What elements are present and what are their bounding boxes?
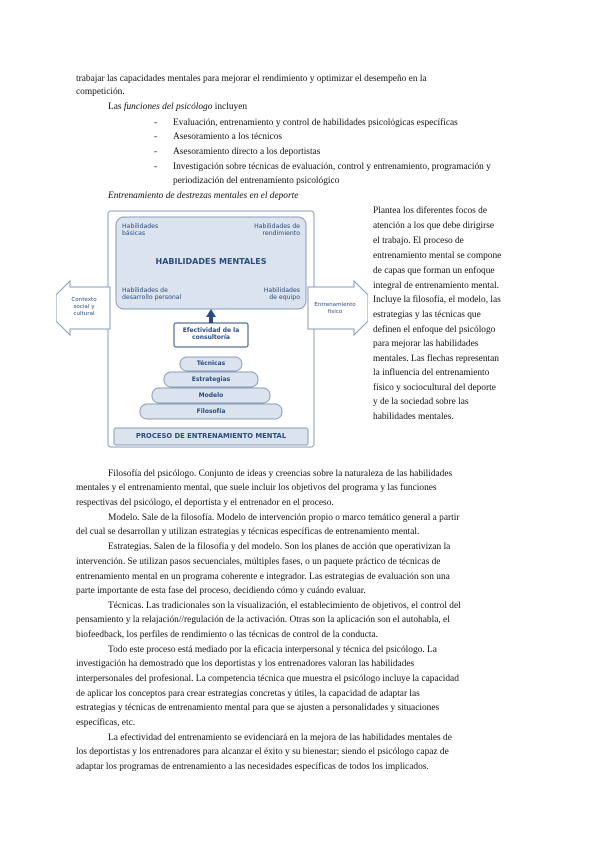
list-item: Evaluación, entrenamiento y control de habilidades psicológicas específicas	[173, 118, 458, 128]
body-line: biofeedback, los perfiles de rendimiento o las técnicas de control de la conducta.	[76, 630, 378, 640]
label-consulting-effectiveness: Efectividad de la consultoría	[182, 327, 240, 342]
intro-line-2: competición.	[76, 87, 125, 97]
mental-skills-diagram	[56, 203, 368, 455]
pyramid-level-philosophy: Filosofía	[196, 408, 226, 415]
body-line: Filosofía del psicólogo. Conjunto de ideas y creencias sobre la naturaleza de las habilidades	[108, 469, 453, 479]
body-line: adaptar los programas de entrenamiento a las necesidades específicas de todos los implicados.	[76, 762, 429, 772]
body-line: Todo este proceso está mediado por la eficacia interpersonal y técnica del psicólogo. La	[108, 645, 437, 655]
body-line: La efectividad del entrenamiento se evidenciará en la mejora de las habilidades mentales de	[108, 733, 452, 743]
pyramid-level-techniques: Técnicas	[196, 360, 226, 367]
pyramid-level-strategies: Estrategias	[191, 376, 231, 383]
functions-italic: funciones del psicólogo	[123, 102, 213, 112]
body-line: parte importante de esta fase del proceso, decidiendo cómo y cuándo evaluar.	[76, 586, 366, 596]
label-physical-training: Entrenamiento físico	[314, 302, 356, 315]
intro-line-1: trabajar las capacidades mentales para mejorar el rendimiento y optimizar el desempeño en la	[76, 74, 427, 84]
side-text-line: físico y sociocultural del deporte	[373, 383, 496, 393]
body-line: Estrategias. Salen de la filosofía y del modelo. Son los planes de acción que operativizan la	[108, 542, 451, 552]
process-bar-label: PROCESO DE ENTRENAMIENTO MENTAL	[135, 432, 287, 440]
side-text-line: atención a los que debe dirigirse	[373, 221, 495, 231]
label-team-skills: Habilidades de equipo	[263, 287, 300, 302]
side-text-line: habilidades mentales.	[373, 412, 454, 422]
body-line: pensamiento y la relajación//regulación de la activación. Otras son la aplicación son el autohabla, el	[76, 615, 450, 625]
label-performance-skills: Habilidades de rendimiento	[254, 223, 300, 238]
body-line: los deportistas y los entrenadores para alcanzar el éxito y su bienestar; siendo el psicólogo capaz de	[76, 747, 449, 757]
label-social-cultural-context: Contexto social y cultural	[71, 297, 97, 317]
functions-suffix: incluyen	[212, 102, 248, 112]
side-text-line: Plantea los diferentes focos de	[373, 206, 488, 216]
side-text-line: Incluye la filosofía, el modelo, las	[373, 295, 501, 305]
list-item: Investigación sobre técnicas de evaluación, control y entrenamiento, programación y	[173, 162, 491, 172]
body-line: interpersonales del profesional. La competencia técnica que muestra el psicólogo incluye la capacidad	[76, 674, 459, 684]
side-text-line: la influencia del entrenamiento	[373, 368, 490, 378]
body-line: mentales y el entrenamiento mental, que suele incluir los objetivos del programa y las funciones	[76, 483, 437, 493]
side-text-line: definen el enfoque del psicólogo	[373, 325, 496, 335]
side-text-line: entrenamiento mental se compone	[373, 251, 502, 261]
list-item: Asesoramiento a los técnicos	[173, 132, 283, 142]
body-line: respectivas del psicólogo, el deportista y el entrenador en el proceso.	[76, 498, 334, 508]
body-line: de aplicar los conceptos para crear estrategias concretas y útiles, la capacidad de adaptar las	[76, 689, 420, 699]
body-line: estrategias y técnicas de entrenamiento mental para que se ajusten a personalidades y situaciones	[76, 703, 440, 713]
side-text-line: para mejorar las habilidades	[373, 339, 479, 349]
functions-prefix: Las	[108, 102, 124, 112]
body-line: Modelo. Sale de la filosofía. Modelo de intervención propio o marco temático general a partir	[108, 513, 460, 523]
side-text-line: estrategias y las técnicas que	[373, 310, 481, 320]
body-line: investigación ha demostrado que los deportistas y los entrenadores valoran las habilidades	[76, 659, 415, 669]
pyramid-level-model: Modelo	[198, 392, 224, 399]
bullet-dash: -	[154, 118, 158, 128]
body-line: del cual se desarrollan y utilizan estrategias y técnicas específicas de entrenamiento mental.	[76, 527, 420, 537]
side-text-line: integral de entrenamiento mental.	[373, 281, 499, 291]
side-text-line: de capas que forman un enfoque	[373, 266, 495, 276]
side-text-line: el trabajo. El proceso de	[373, 236, 464, 246]
bullet-dash: -	[154, 162, 158, 172]
side-text-line: y de la sociedad sobre las	[373, 397, 469, 407]
side-text-line: mentales. Las flechas representan	[373, 354, 499, 364]
body-line: específicas, etc.	[76, 718, 136, 728]
figure-caption: Entrenamiento de destrezas mentales en el deporte	[108, 191, 299, 201]
bullet-dash: -	[154, 132, 158, 142]
habilidades-mentales-title: HABILIDADES MENTALES	[155, 257, 267, 266]
body-line: intervención. Se utilizan pasos secuenciales, múltiples fases, o un paquete práctico de técnicas de	[76, 557, 441, 567]
list-item-continuation: periodización del entrenamiento psicológico	[173, 176, 340, 186]
body-line: entrenamiento mental en un programa coherente e integrador. Las estrategias de evaluación son una	[76, 572, 450, 582]
bullet-dash: -	[154, 147, 158, 157]
list-item: Asesoramiento directo a los deportistas	[173, 147, 321, 157]
body-line: Técnicas. Las tradicionales son la visualización, el establecimiento de objetivos, el control del	[108, 601, 461, 611]
functions-heading	[108, 101, 247, 114]
label-personal-development: Habilidades de desarrollo personal	[122, 287, 182, 302]
label-basic-skills: Habilidades básicas	[122, 223, 159, 238]
